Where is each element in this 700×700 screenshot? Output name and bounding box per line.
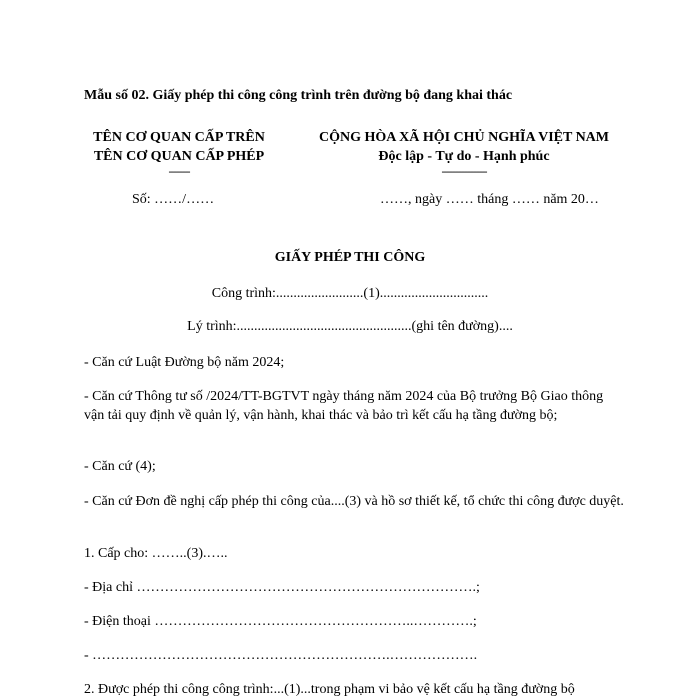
agency-issuer-name: TÊN CƠ QUAN CẤP PHÉP xyxy=(93,149,265,164)
basis-application: - Căn cứ Đơn đề nghị cấp phép thi công của....(3) và hồ sơ thiết kế, tổ chức thi công được duyệt. xyxy=(84,494,624,509)
project-line: Công trình:.........................(1)............................... xyxy=(211,286,489,301)
document-title: GIẤY PHÉP THI CÔNG xyxy=(274,250,426,265)
route-line: Lý trình:..................................................(ghi tên đường).... xyxy=(187,319,513,334)
basis-law: - Căn cứ Luật Đường bộ năm 2024; xyxy=(84,355,285,370)
basis-other: - Căn cứ (4); xyxy=(84,459,156,474)
national-name: CỘNG HÒA XÃ HỘI CHỦ NGHĨA VIỆT NAM xyxy=(318,130,609,145)
phone-line: - Điện thoại ………………………………………………..………….; xyxy=(84,614,477,629)
agency-header xyxy=(72,128,286,176)
agency-divider: ------- xyxy=(168,164,190,178)
national-motto: Độc lập - Tự do - Hạnh phúc xyxy=(378,149,550,164)
permit-scope: 2. Được phép thi công công trình:...(1)...trong phạm vi bảo vệ kết cấu hạ tầng đường bộ xyxy=(84,682,575,697)
agency-superior-name: TÊN CƠ QUAN CẤP TRÊN xyxy=(93,130,265,145)
document-number: Số: ……/…… xyxy=(132,192,215,207)
form-title: Mẫu số 02. Giấy phép thi công công trình trên đường bộ đang khai thác xyxy=(84,88,513,103)
grant-to: 1. Cấp cho: ……..(3).….. xyxy=(84,546,228,561)
address-line: - Địa chỉ ……………………………………………………………….; xyxy=(84,580,480,595)
document-date: ……, ngày …… tháng …… năm 20… xyxy=(380,192,599,207)
blank-line: - ……………………………………………………….………………. xyxy=(84,648,478,663)
basis-circular: - Căn cứ Thông tư số /2024/TT-BGTVT ngày tháng năm 2024 của Bộ trưởng Bộ Giao thông vận tải quy định về quản lý, vận hành, khai thác và bảo trì kết cấu hạ tầng đường bộ; xyxy=(84,389,604,423)
national-divider: --------------- xyxy=(441,164,487,178)
national-header xyxy=(280,128,648,176)
